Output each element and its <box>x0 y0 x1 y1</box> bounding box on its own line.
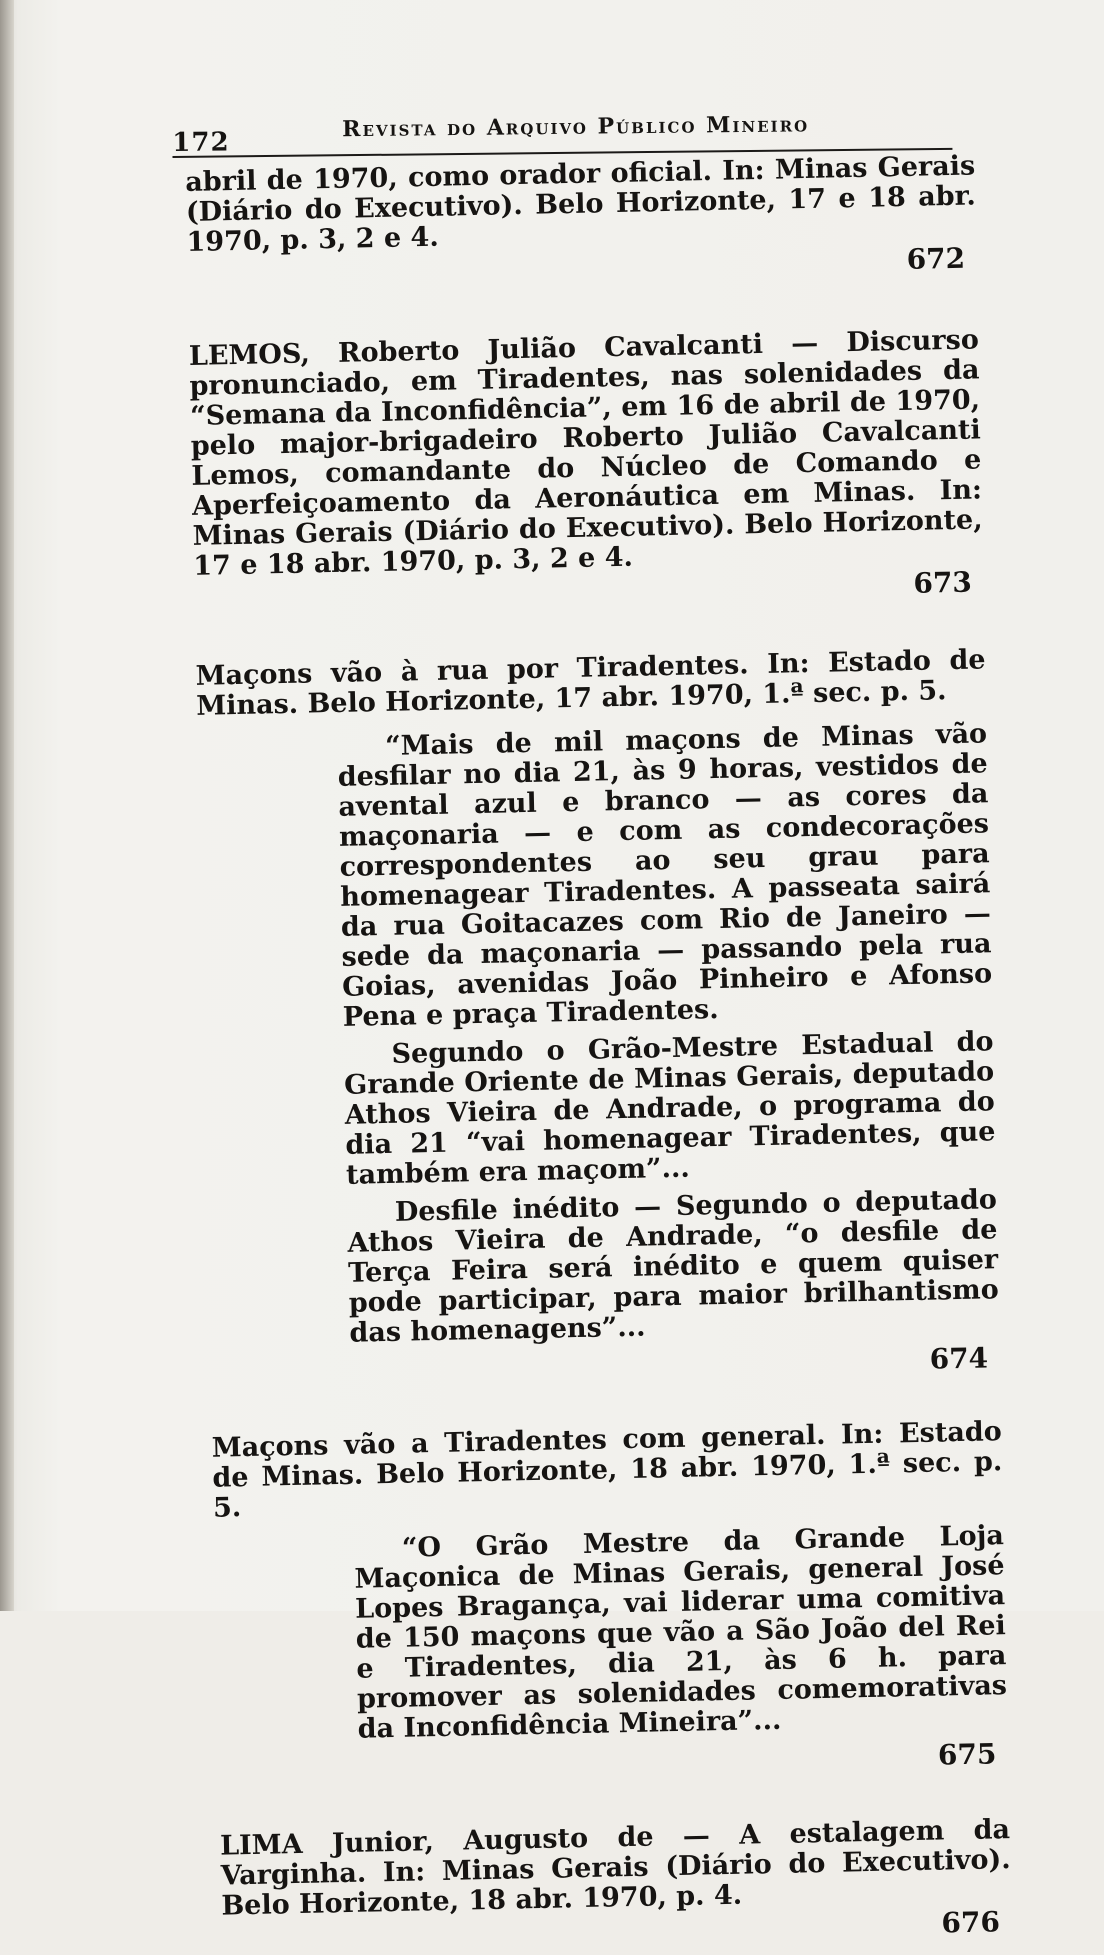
entry-675 <box>212 1417 1009 1785</box>
entry-number: 676 <box>941 1905 1001 1940</box>
page-number: 172 <box>172 127 230 158</box>
entry-citation: abril de 1970, como orador oficial. In: Minas Gerais (Diário do Executivo). Belo Horizonte, 17 e 18 abr. 1970, p. 3, 2 e 4. <box>184 150 977 258</box>
quote-paragraph: Segundo o Grão-Mestre Estadual do Grande Oriente de Minas Gerais, deputado Athos Vieira de Andrade, o programa do dia 21 “vai homenagear Tiradentes, que também era maçom”... <box>343 1026 996 1191</box>
entry-672 <box>185 151 977 290</box>
entry-674 <box>195 645 1000 1389</box>
entry-citation: Maçons vão a Tiradentes com general. In: Estado de Minas. Belo Horizonte, 18 abr. 1970, 1.ª sec. p. 5. <box>211 1416 1003 1524</box>
entry-quote <box>354 1521 1008 1745</box>
page-edge-shadow <box>0 0 14 1611</box>
quote-paragraph: “Mais de mil maçons de Minas vão desfilar no dia 21, às 9 horas, vestidos de avental azul e branco — as cores da maçonaria — e com as condecorações correspondentes ao seu grau para homenagear Tiradentes. A passeata sairá da rua Goitacazes com Rio de Janeiro — sede da maçonaria — passando pela rua Goias, avenidas João Pinheiro e Afonso Pena e praça Tiradentes. <box>337 718 993 1033</box>
entry-673 <box>189 325 985 613</box>
entry-number: 672 <box>906 241 966 276</box>
entry-quote <box>337 719 1000 1348</box>
entry-citation: LIMA Junior, Augusto de — A estalagem da Varginha. In: Minas Gerais (Diário do Executivo). Belo Horizonte, 18 abr. 1970, p. 4. <box>219 1814 1011 1922</box>
bibliography-list <box>185 151 1012 1953</box>
entry-676 <box>220 1815 1012 1954</box>
entry-citation: LEMOS, Roberto Julião Cavalcanti — Discurso pronunciado, em Tiradentes, nas solenidades da “Semana da Inconfidência”, em 16 de abril de 1970, pelo major-brigadeiro Roberto Julião Cavalcanti Lemos, comandante do Núcleo de Comando e Aperfeiçoamento da Aeronáutica em Minas. In: Minas Gerais (Diário do Executivo). Belo Horizonte, 17 e 18 abr. 1970, p. 3, 2 e 4. <box>188 324 983 582</box>
entry-number: 673 <box>913 565 973 600</box>
quote-paragraph: “O Grão Mestre da Grande Loja Maçonica de Minas Gerais, general José Lopes Bragança, vai liderar uma comitiva de 150 maçons que vão a São João del Rei e Tiradentes, dia 21, às 6 h. para promover as solenidades comemorativas da Inconfidência Mineira”... <box>354 1520 1008 1745</box>
quote-paragraph: Desfile inédito — Segundo o deputado Athos Vieira de Andrade, “o desfile de Terça Feira será inédito e quem quiser pode participar, para maior brilhantismo das homenagens”... <box>347 1184 999 1349</box>
entry-citation: Maçons vão à rua por Tiradentes. In: Estado de Minas. Belo Horizonte, 17 abr. 1970, 1.ª sec. p. 5. <box>195 644 986 722</box>
running-title: Revista do Arquivo Público Mineiro <box>342 111 810 143</box>
entry-number: 674 <box>929 1341 989 1376</box>
page-header <box>172 102 972 158</box>
entry-number: 675 <box>937 1737 997 1772</box>
